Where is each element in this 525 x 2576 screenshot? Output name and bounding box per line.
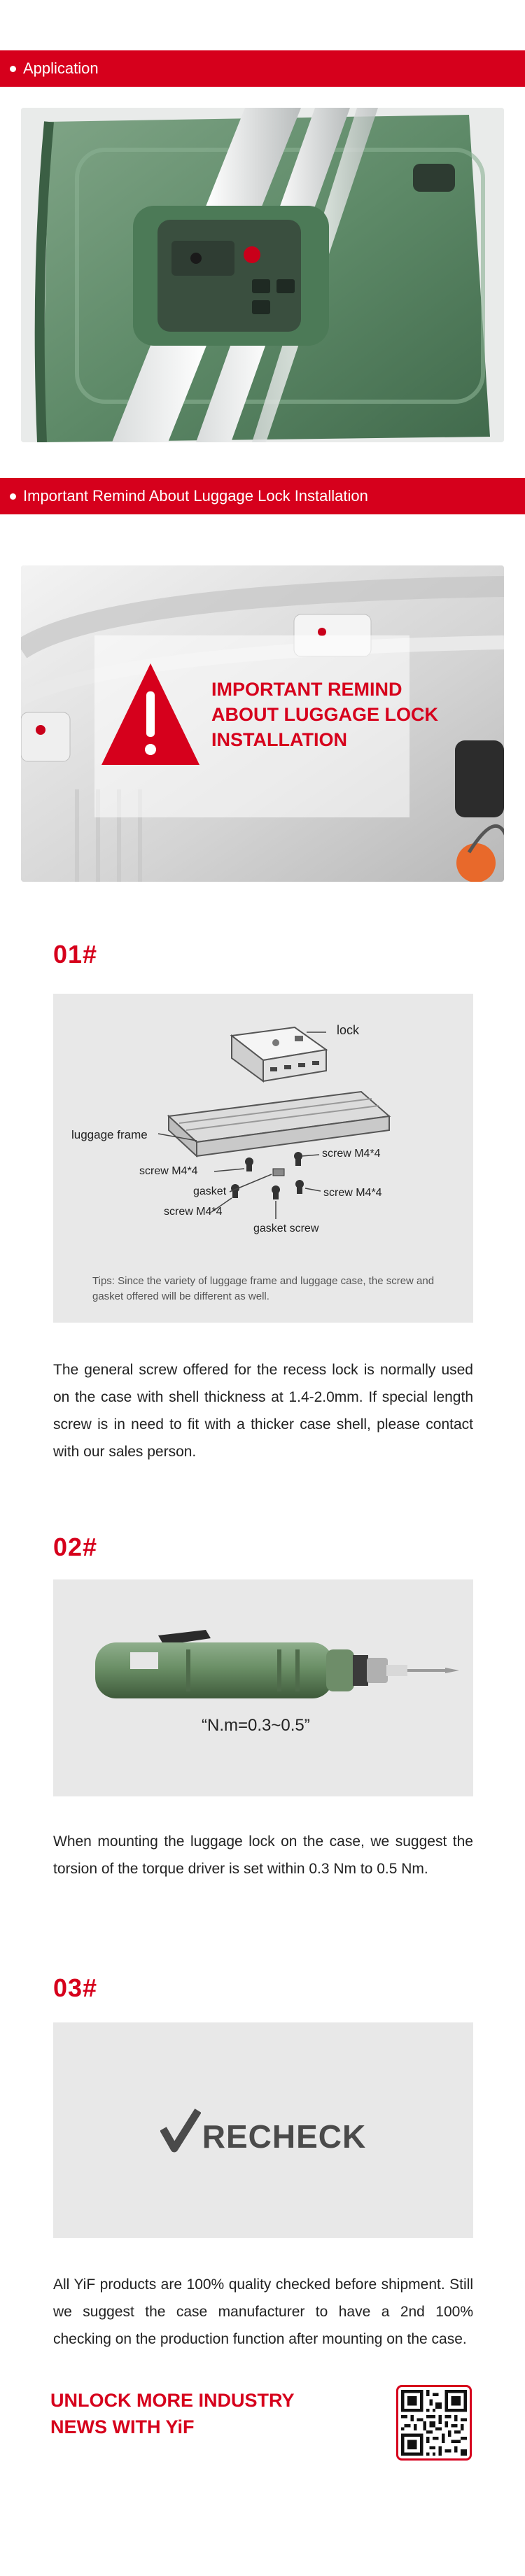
callout-line: ABOUT LUGGAGE LOCK <box>211 704 438 725</box>
section-title: Important Remind About Luggage Lock Installation <box>23 487 368 505</box>
step-number: 03# <box>53 1973 98 2002</box>
qr-code-icon <box>401 2390 467 2456</box>
footer-line: NEWS WITH YiF <box>50 2416 195 2437</box>
tips-text: Tips: Since the variety of luggage frame and luggage case, the screw and gasket offered will be different as well. <box>92 1275 435 1302</box>
callout-line: IMPORTANT REMIND <box>211 679 402 700</box>
callout-line: INSTALLATION <box>211 729 347 750</box>
label-gasket: gasket <box>193 1185 227 1197</box>
bullet-icon <box>10 493 16 500</box>
lock-diagram-panel <box>53 994 473 1323</box>
footer-title <box>50 2387 295 2440</box>
section-banner-remind <box>0 478 525 514</box>
torque-driver-illustration <box>53 1579 473 1796</box>
step-description: The general screw offered for the recess lock is normally used on the case with shell thickness at 1.4-2.0mm. If special length screw is in need to fit with a thicker case shell, please contact with our sales person. <box>53 1362 473 1460</box>
step-number: 02# <box>53 1533 98 1561</box>
label-screw: screw M4*4 <box>322 1148 381 1160</box>
torque-value: “N.m=0.3~0.5” <box>202 1716 310 1735</box>
qr-code[interactable] <box>396 2385 472 2461</box>
label-screw: screw M4*4 <box>139 1165 198 1177</box>
footer-line: UNLOCK MORE INDUSTRY <box>50 2390 295 2411</box>
application-photo <box>21 108 504 442</box>
bullet-icon <box>10 66 16 72</box>
label-gasket-screw: gasket screw <box>253 1223 319 1234</box>
recheck-label: RECHECK <box>202 2118 367 2155</box>
label-luggage-frame: luggage frame <box>71 1128 148 1141</box>
label-lock: lock <box>337 1023 360 1037</box>
torque-driver-panel <box>53 1579 473 1796</box>
step-description: All YiF products are 100% quality checked before shipment. Still we suggest the case manufacturer to have a 2nd 100% checking on the production function after mounting on the case. <box>53 2276 473 2347</box>
step-description: When mounting the luggage lock on the case, we suggest the torsion of the torque driver is set within 0.3 Nm to 0.5 Nm. <box>53 1834 473 1877</box>
section-banner-application <box>0 50 525 87</box>
step-number: 01# <box>53 940 98 969</box>
label-screw: screw M4*4 <box>323 1187 382 1199</box>
label-screw: screw M4*4 <box>164 1206 223 1218</box>
recheck-panel <box>53 2022 473 2238</box>
important-remind-callout <box>211 677 438 752</box>
section-title: Application <box>23 59 99 77</box>
check-mark-icon <box>160 2108 201 2153</box>
